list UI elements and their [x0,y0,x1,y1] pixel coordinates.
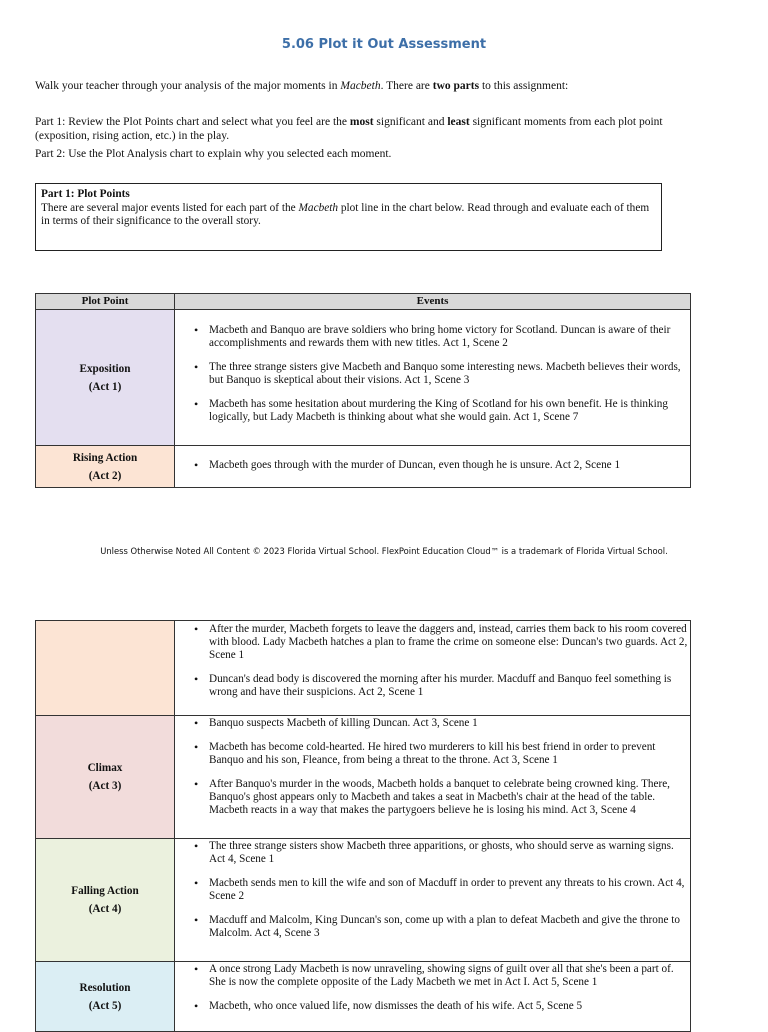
event-item: • The three strange sisters give Macbeth and Banquo some interesting news. Macbeth believes their words, but Banquo is skeptical about their visions. Act 1, Scene 3 [209,361,690,387]
part1-text: : Review the Plot Points chart and select what you feel are the [62,116,350,128]
table-row [36,621,691,716]
intro-bold: two parts [432,80,480,92]
event-item: • Macbeth, who once valued life, now dismisses the death of his wife. Act 5, Scene 5 [209,1000,690,1013]
events-cell [175,621,691,716]
event-item: • After Banquo's murder in the woods, Macbeth holds a banquet to celebrate being crowned king. There, Banquo's ghost appears only to Macbeth and takes a seat in Macbeth's chair at the head of the table. Macbeth reacts in a way that makes the partygoers believe he is losing his mind. Act 3, Scene 4 [209,778,690,817]
events-list [175,963,690,1013]
intro-text: . There are [380,80,433,92]
plot-point-act: (Act 3) [88,780,122,792]
event-item: • The three strange sisters show Macbeth three apparitions, or ghosts, who should serve as warning signs. Act 4, Scene 1 [209,840,690,866]
page-title: 5.06 Plot it Out Assessment [281,37,487,52]
part2-label: Part 2 [35,148,63,160]
plot-point-cell [36,962,175,1032]
plot-point-label: Climax [87,762,123,774]
table-row [36,962,691,1032]
plot-point-act: (Act 5) [88,999,122,1012]
part1-box-text: plot line in the chart below. Read through and evaluate each of them in terms of their significance to the overall story. [41,201,650,227]
part2-instruction [35,148,685,162]
event-item: • Banquo suspects Macbeth of killing Duncan. Act 3, Scene 1 [209,717,690,730]
intro-text: Walk your teacher through your analysis of the major moments in [35,80,341,92]
part1-box-text: There are several major events listed for each part of the [41,201,299,214]
event-item: • Macbeth goes through with the murder of Duncan, even though he is unsure. Act 2, Scene 1 [209,459,690,472]
plot-point-cell [36,839,175,962]
plot-point-cell [36,446,175,488]
plot-points-table [35,293,691,488]
events-cell [175,446,691,488]
part1-box [35,183,662,251]
table-header-row [36,294,691,310]
event-item: • Macbeth sends men to kill the wife and son of Macduff in order to prevent any threats to his crown. Act 4, Scene 2 [209,877,690,903]
plot-point-cell [36,310,175,446]
table-row [36,839,691,962]
events-cell [175,962,691,1032]
events-cell [175,839,691,962]
part1-text: significant moments from each plot point (exposition, rising action, etc.) in the play. [35,116,663,142]
event-item: • Macbeth has become cold-hearted. He hired two murderers to kill his best friend in order to prevent Banquo and his son, Fleance, from being a threat to the throne. Act 3, Scene 1 [209,741,690,767]
event-item: • A once strong Lady Macbeth is now unraveling, showing signs of guilt over all that she's been a part of. She is now the complete opposite of the Lady Macbeth we met in Act I. Act 5, Scene 1 [209,963,690,989]
events-list [175,717,690,817]
event-item: • Macduff and Malcolm, King Duncan's son, come up with a plan to defeat Macbeth and give the throne to Malcolm. Act 4, Scene 3 [209,914,690,940]
part1-most: most [349,116,374,128]
copyright-footer: Unless Otherwise Noted All Content © 2023 Florida Virtual School. FlexPoint Education Cloud™ is a trademark of Florida Virtual School. [100,546,668,556]
intro-text: to this assignment: [479,80,569,92]
event-item: • Duncan's dead body is discovered the morning after his murder. Macduff and Banquo feel something is wrong and have their suspicions. Act 2, Scene 1 [209,673,690,699]
plot-point-label: Rising Action [72,451,138,464]
table-row [36,310,691,446]
intro-title-italic: Macbeth [340,80,381,92]
part1-least: least [447,116,470,128]
header-events: Events [175,294,691,310]
events-list [175,324,690,424]
events-list [175,459,690,472]
plot-point-act: (Act 1) [88,380,122,393]
events-cell [175,310,691,446]
plot-points-table-continued [35,620,691,1032]
table-row [36,446,691,488]
events-list [175,623,690,699]
part1-box-italic: Macbeth [298,201,339,214]
plot-point-act: (Act 2) [88,469,122,482]
table-row [36,716,691,839]
part1-label: Part 1 [35,116,63,128]
events-list [175,840,690,940]
intro-paragraph [35,80,685,94]
part1-text: significant and [373,116,448,128]
plot-point-cell [36,716,175,839]
plot-point-cell [36,621,175,716]
plot-point-label: Resolution [79,981,131,994]
event-item: • Macbeth has some hesitation about murdering the King of Scotland for his own benefit. He is thinking logically, but Lady Macbeth is thinking about what she would gain. Act 1, Scene 7 [209,398,690,424]
event-item: • After the murder, Macbeth forgets to leave the daggers and, instead, carries them back to his room covered with blood. Lady Macbeth hatches a plan to frame the crime on someone else: Duncan's two guards. Act 2, Scene 1 [209,623,690,662]
events-cell [175,716,691,839]
plot-point-label: Exposition [79,362,131,375]
part1-instruction [35,116,685,143]
plot-point-act: (Act 4) [88,903,122,915]
header-plot-point: Plot Point [36,294,175,310]
plot-point-label: Falling Action [71,885,139,897]
part1-box-heading: Part 1: Plot Points [41,188,130,200]
event-item: • Macbeth and Banquo are brave soldiers who bring home victory for Scotland. Duncan is aware of their accomplishments and rewards them with new titles. Act 1, Scene 2 [209,324,690,350]
part2-text: : Use the Plot Analysis chart to explain why you selected each moment. [62,148,392,160]
